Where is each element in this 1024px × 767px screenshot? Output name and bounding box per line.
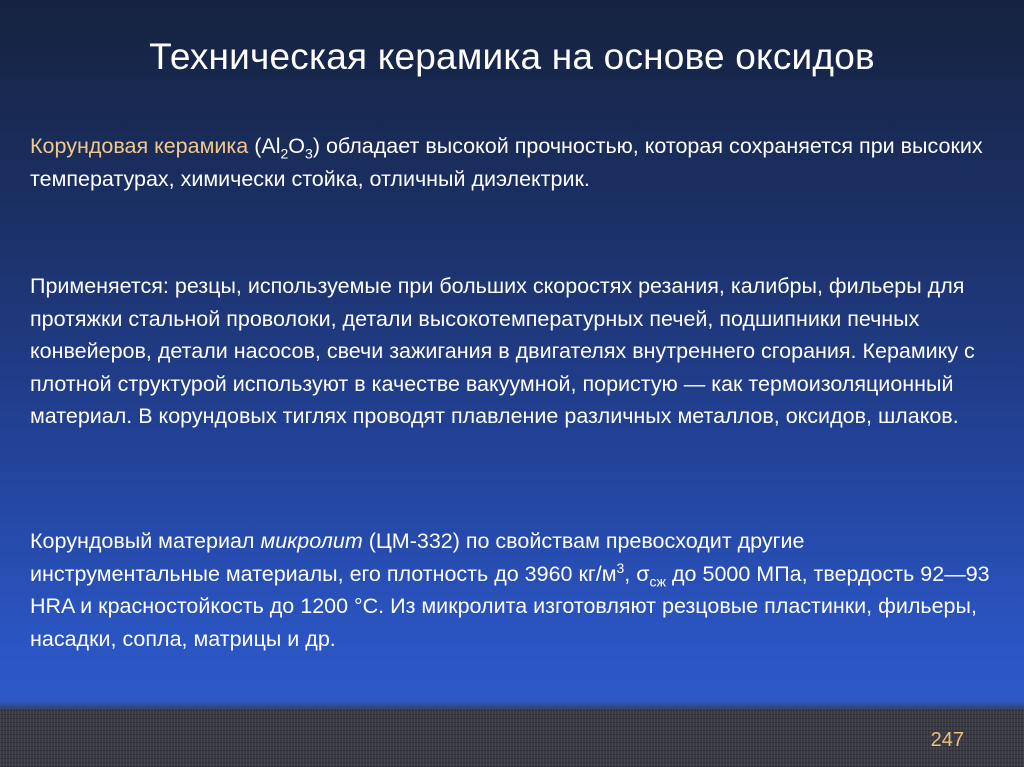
slide-title: Техническая керамика на основе оксидов: [149, 36, 875, 77]
formula-open: (Al: [248, 134, 281, 158]
superscript-3: 3: [616, 559, 625, 576]
term-highlight: Корундовая керамика: [30, 134, 249, 158]
microlite-term: микролит: [260, 529, 363, 553]
paragraph-applications: Применяется: резцы, используемые при больших скоростях резания, калибры, фильеры для протяжки стальной проволоки, детали высокотемпературных печей, подшипники печных конвейеров, детали насосов, свечи зажигания в двигателях внутреннего сгорания. Керамику с плотной структурой используют в качестве вакуумной, пористую — как термоизоляционный материал. В корундовых тиглях проводят плавление различных металлов, оксидов, шлаков.: [30, 274, 975, 428]
subscript-2: 2: [280, 145, 289, 162]
microlite-lead: Корундовый материал: [30, 529, 261, 553]
formula-o: O: [288, 134, 306, 158]
microlite-tail: до 5000 МПа, твердость 92—93 HRA и красностойкость до 1200 °С. Из микролита изготовляют резцовые пластинки, фильеры, насадки, сопла, матрицы и др.: [30, 561, 990, 651]
footer-band: [0, 709, 1024, 767]
subscript-szh: сж: [649, 572, 667, 589]
paragraph-microlite: [30, 525, 990, 655]
paragraph-corundum-rest: ) обладает высокой прочностью, которая сохраняется при высоких температурах, химически стойка, отличный диэлектрик.: [30, 134, 983, 191]
page-number: 247: [930, 729, 964, 751]
sigma-symbol: , σ: [624, 561, 650, 586]
subscript-3: 3: [305, 145, 313, 162]
paragraph-corundum: [30, 130, 990, 195]
footer-gradient: [0, 701, 1024, 709]
microlite-mid: (ЦМ-332) по свойствам превосходит другие инструментальные материалы, его плотность до 3960 кг/м: [30, 529, 805, 586]
